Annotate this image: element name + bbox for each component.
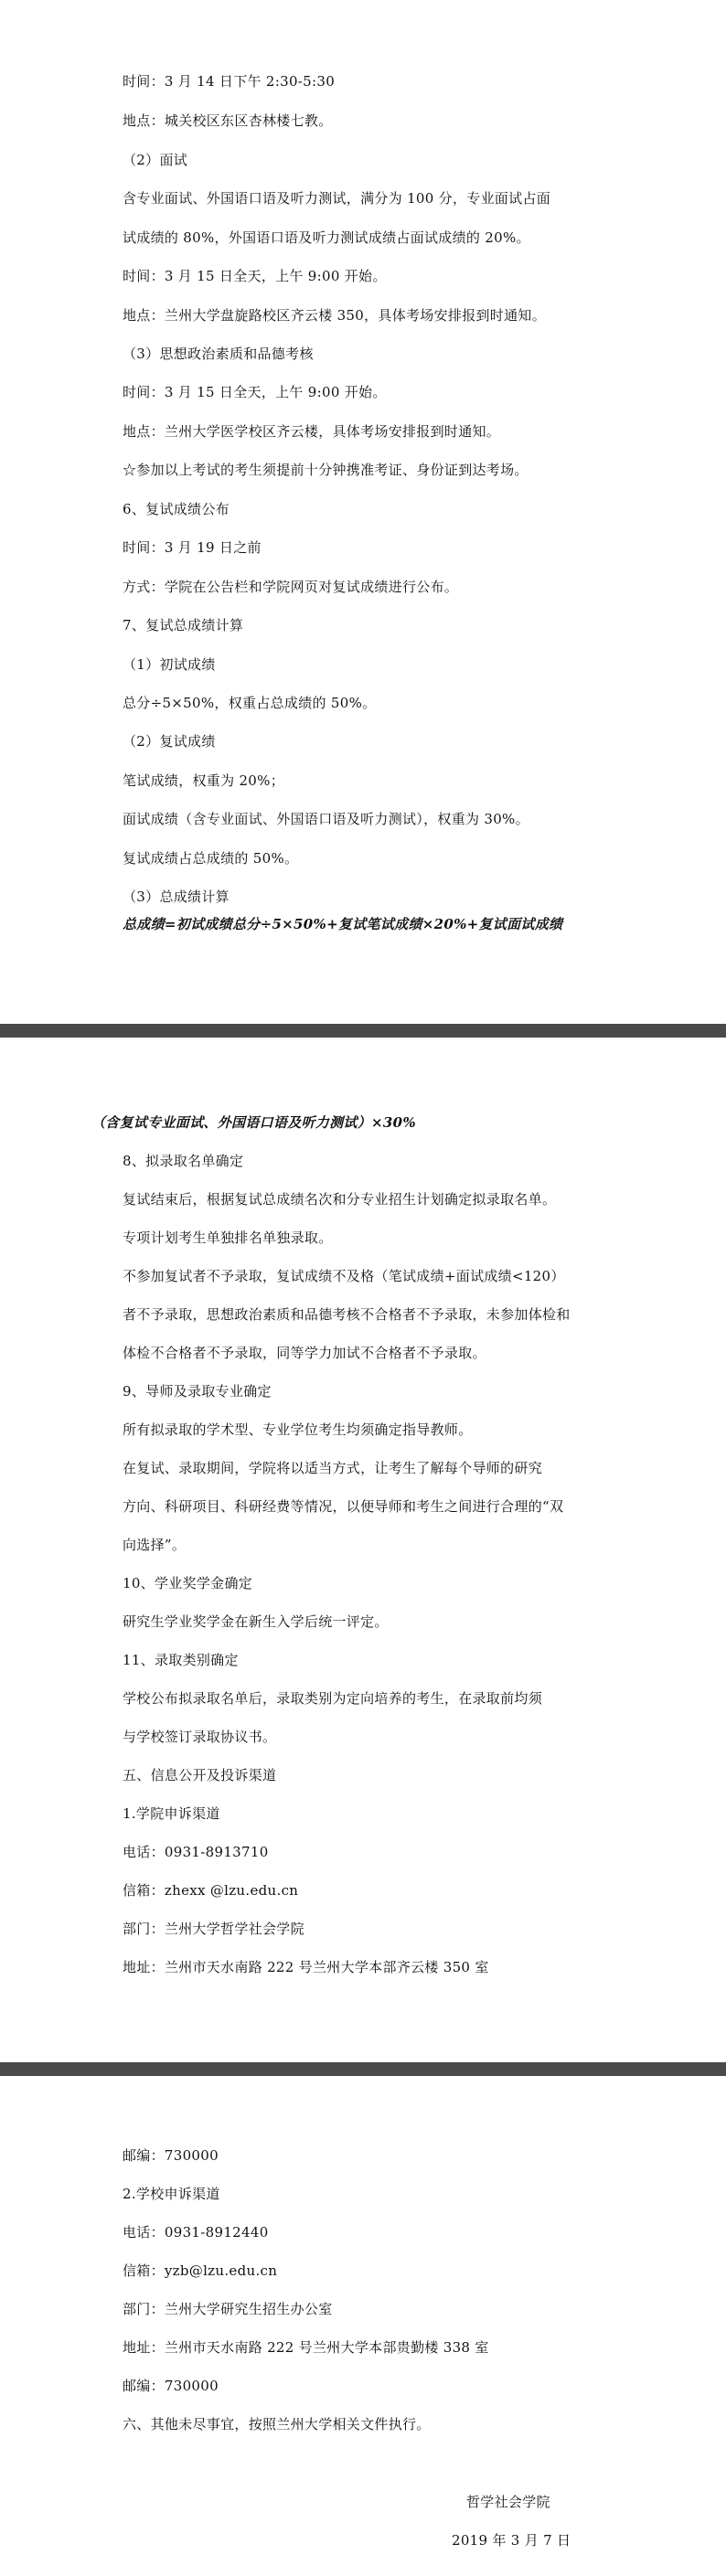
p1-line-5: 试成绩的 80%，外国语口语及听力测试成绩占面试成绩的 20%。 bbox=[123, 229, 530, 246]
page-divider-2 bbox=[0, 2062, 726, 2076]
p1-line-12: 6、复试成绩公布 bbox=[123, 501, 230, 517]
p1-line-4: 含专业面试、外国语口语及听力测试，满分为 100 分，专业面试占面 bbox=[123, 190, 551, 207]
p2-line-6: 者不予录取，思想政治素质和品德考核不合格者不予录取，未参加体检和 bbox=[123, 1306, 571, 1323]
p2-line-22: 部门：兰州大学哲学社会学院 bbox=[123, 1921, 304, 1937]
p3-line-3: 电话：0931-8912440 bbox=[123, 2224, 269, 2241]
p1-line-1: 时间：3 月 14 日下午 2:30-5:30 bbox=[123, 73, 336, 90]
p3-line-2: 2.学校申诉渠道 bbox=[123, 2186, 220, 2202]
p1-line-3: （2）面试 bbox=[123, 152, 188, 168]
p2-line-16: 学校公布拟录取名单后，录取类别为定向培养的考生，在录取前均须 bbox=[123, 1690, 543, 1707]
document-page-3 bbox=[0, 2076, 726, 2576]
p2-line-10: 在复试、录取期间，学院将以适当方式，让考生了解每个导师的研究 bbox=[123, 1460, 543, 1476]
p2-line-19: 1.学院申诉渠道 bbox=[123, 1805, 220, 1822]
p1-line-15: 7、复试总成绩计算 bbox=[123, 617, 244, 633]
p3-line-7: 邮编：730000 bbox=[123, 2378, 219, 2394]
p2-line-8: 9、导师及录取专业确定 bbox=[123, 1383, 272, 1400]
p1-line-20: 面试成绩（含专业面试、外国语口语及听力测试），权重为 30%。 bbox=[123, 811, 529, 827]
p2-line-21: 信箱：zhexx @lzu.edu.cn bbox=[123, 1882, 299, 1899]
p2-line-7: 体检不合格者不予录取，同等学力加试不合格者不予录取。 bbox=[123, 1345, 486, 1361]
p2-line-5: 不参加复试者不予录取，复试成绩不及格（笔试成绩+面试成绩<120） bbox=[123, 1268, 565, 1284]
p2-formula-continued: （含复试专业面试、外国语口语及听力测试）×30% bbox=[91, 1114, 416, 1131]
document-page-2 bbox=[0, 1038, 726, 2061]
p1-line-22: （3）总成绩计算 bbox=[123, 889, 230, 905]
p2-line-3: 复试结束后，根据复试总成绩名次和分专业招生计划确定拟录取名单。 bbox=[123, 1191, 557, 1208]
p1-line-13: 时间：3 月 19 日之前 bbox=[123, 539, 262, 556]
p2-line-23: 地址：兰州市天水南路 222 号兰州大学本部齐云楼 350 室 bbox=[123, 1959, 489, 1975]
p2-line-17: 与学校签订录取协议书。 bbox=[123, 1729, 277, 1745]
signature-date: 2019 年 3 月 7 日 bbox=[452, 2532, 571, 2549]
p3-line-4: 信箱：yzb@lzu.edu.cn bbox=[123, 2262, 278, 2279]
p1-line-21: 复试成绩占总成绩的 50%。 bbox=[123, 850, 299, 867]
p1-line-17: 总分÷5×50%，权重占总成绩的 50%。 bbox=[123, 695, 377, 711]
p1-line-7: 地点：兰州大学盘旋路校区齐云楼 350，具体考场安排报到时通知。 bbox=[123, 307, 547, 324]
p1-line-16: （1）初试成绩 bbox=[123, 656, 216, 673]
page-divider-1 bbox=[0, 1024, 726, 1038]
p2-line-2: 8、拟录取名单确定 bbox=[123, 1153, 244, 1169]
p1-line-2: 地点：城关校区东区杏林楼七教。 bbox=[123, 112, 333, 129]
p2-line-18: 五、信息公开及投诉渠道 bbox=[123, 1767, 277, 1783]
p1-formula-line: 总成绩=初试成绩总分÷5×50%+复试笔试成绩×20%+复试面试成绩 bbox=[123, 916, 563, 932]
p3-line-8: 六、其他未尽事宜，按照兰州大学相关文件执行。 bbox=[123, 2416, 431, 2432]
p1-line-19: 笔试成绩，权重为 20%； bbox=[123, 772, 285, 789]
signature-org: 哲学社会学院 bbox=[466, 2494, 550, 2510]
p2-line-15: 11、录取类别确定 bbox=[123, 1652, 239, 1668]
p1-line-18: （2）复试成绩 bbox=[123, 733, 216, 750]
p2-line-13: 10、学业奖学金确定 bbox=[123, 1575, 253, 1591]
p1-line-8: （3）思想政治素质和品德考核 bbox=[123, 346, 314, 362]
p2-line-11: 方向、科研项目、科研经费等情况，以便导师和考生之间进行合理的“双 bbox=[123, 1498, 564, 1515]
p2-line-4: 专项计划考生单独排名单独录取。 bbox=[123, 1229, 333, 1246]
p1-line-10: 地点：兰州大学医学校区齐云楼，具体考场安排报到时通知。 bbox=[123, 423, 501, 440]
p1-line-14: 方式：学院在公告栏和学院网页对复试成绩进行公布。 bbox=[123, 579, 459, 595]
p1-line-11: ☆参加以上考试的考生须提前十分钟携准考证、身份证到达考场。 bbox=[123, 462, 528, 478]
p3-line-1: 邮编：730000 bbox=[123, 2147, 219, 2164]
p1-line-9: 时间：3 月 15 日全天，上午 9:00 开始。 bbox=[123, 384, 387, 400]
p2-line-20: 电话：0931-8913710 bbox=[123, 1844, 269, 1860]
p2-line-14: 研究生学业奖学金在新生入学后统一评定。 bbox=[123, 1613, 389, 1630]
p3-line-5: 部门：兰州大学研究生招生办公室 bbox=[123, 2301, 333, 2317]
p2-line-12: 向选择”。 bbox=[123, 1537, 187, 1553]
document-page-1 bbox=[0, 0, 726, 1024]
p1-line-6: 时间：3 月 15 日全天，上午 9:00 开始。 bbox=[123, 268, 387, 284]
p2-line-9: 所有拟录取的学术型、专业学位考生均须确定指导教师。 bbox=[123, 1421, 473, 1438]
p3-line-6: 地址：兰州市天水南路 222 号兰州大学本部贵勤楼 338 室 bbox=[123, 2339, 489, 2356]
